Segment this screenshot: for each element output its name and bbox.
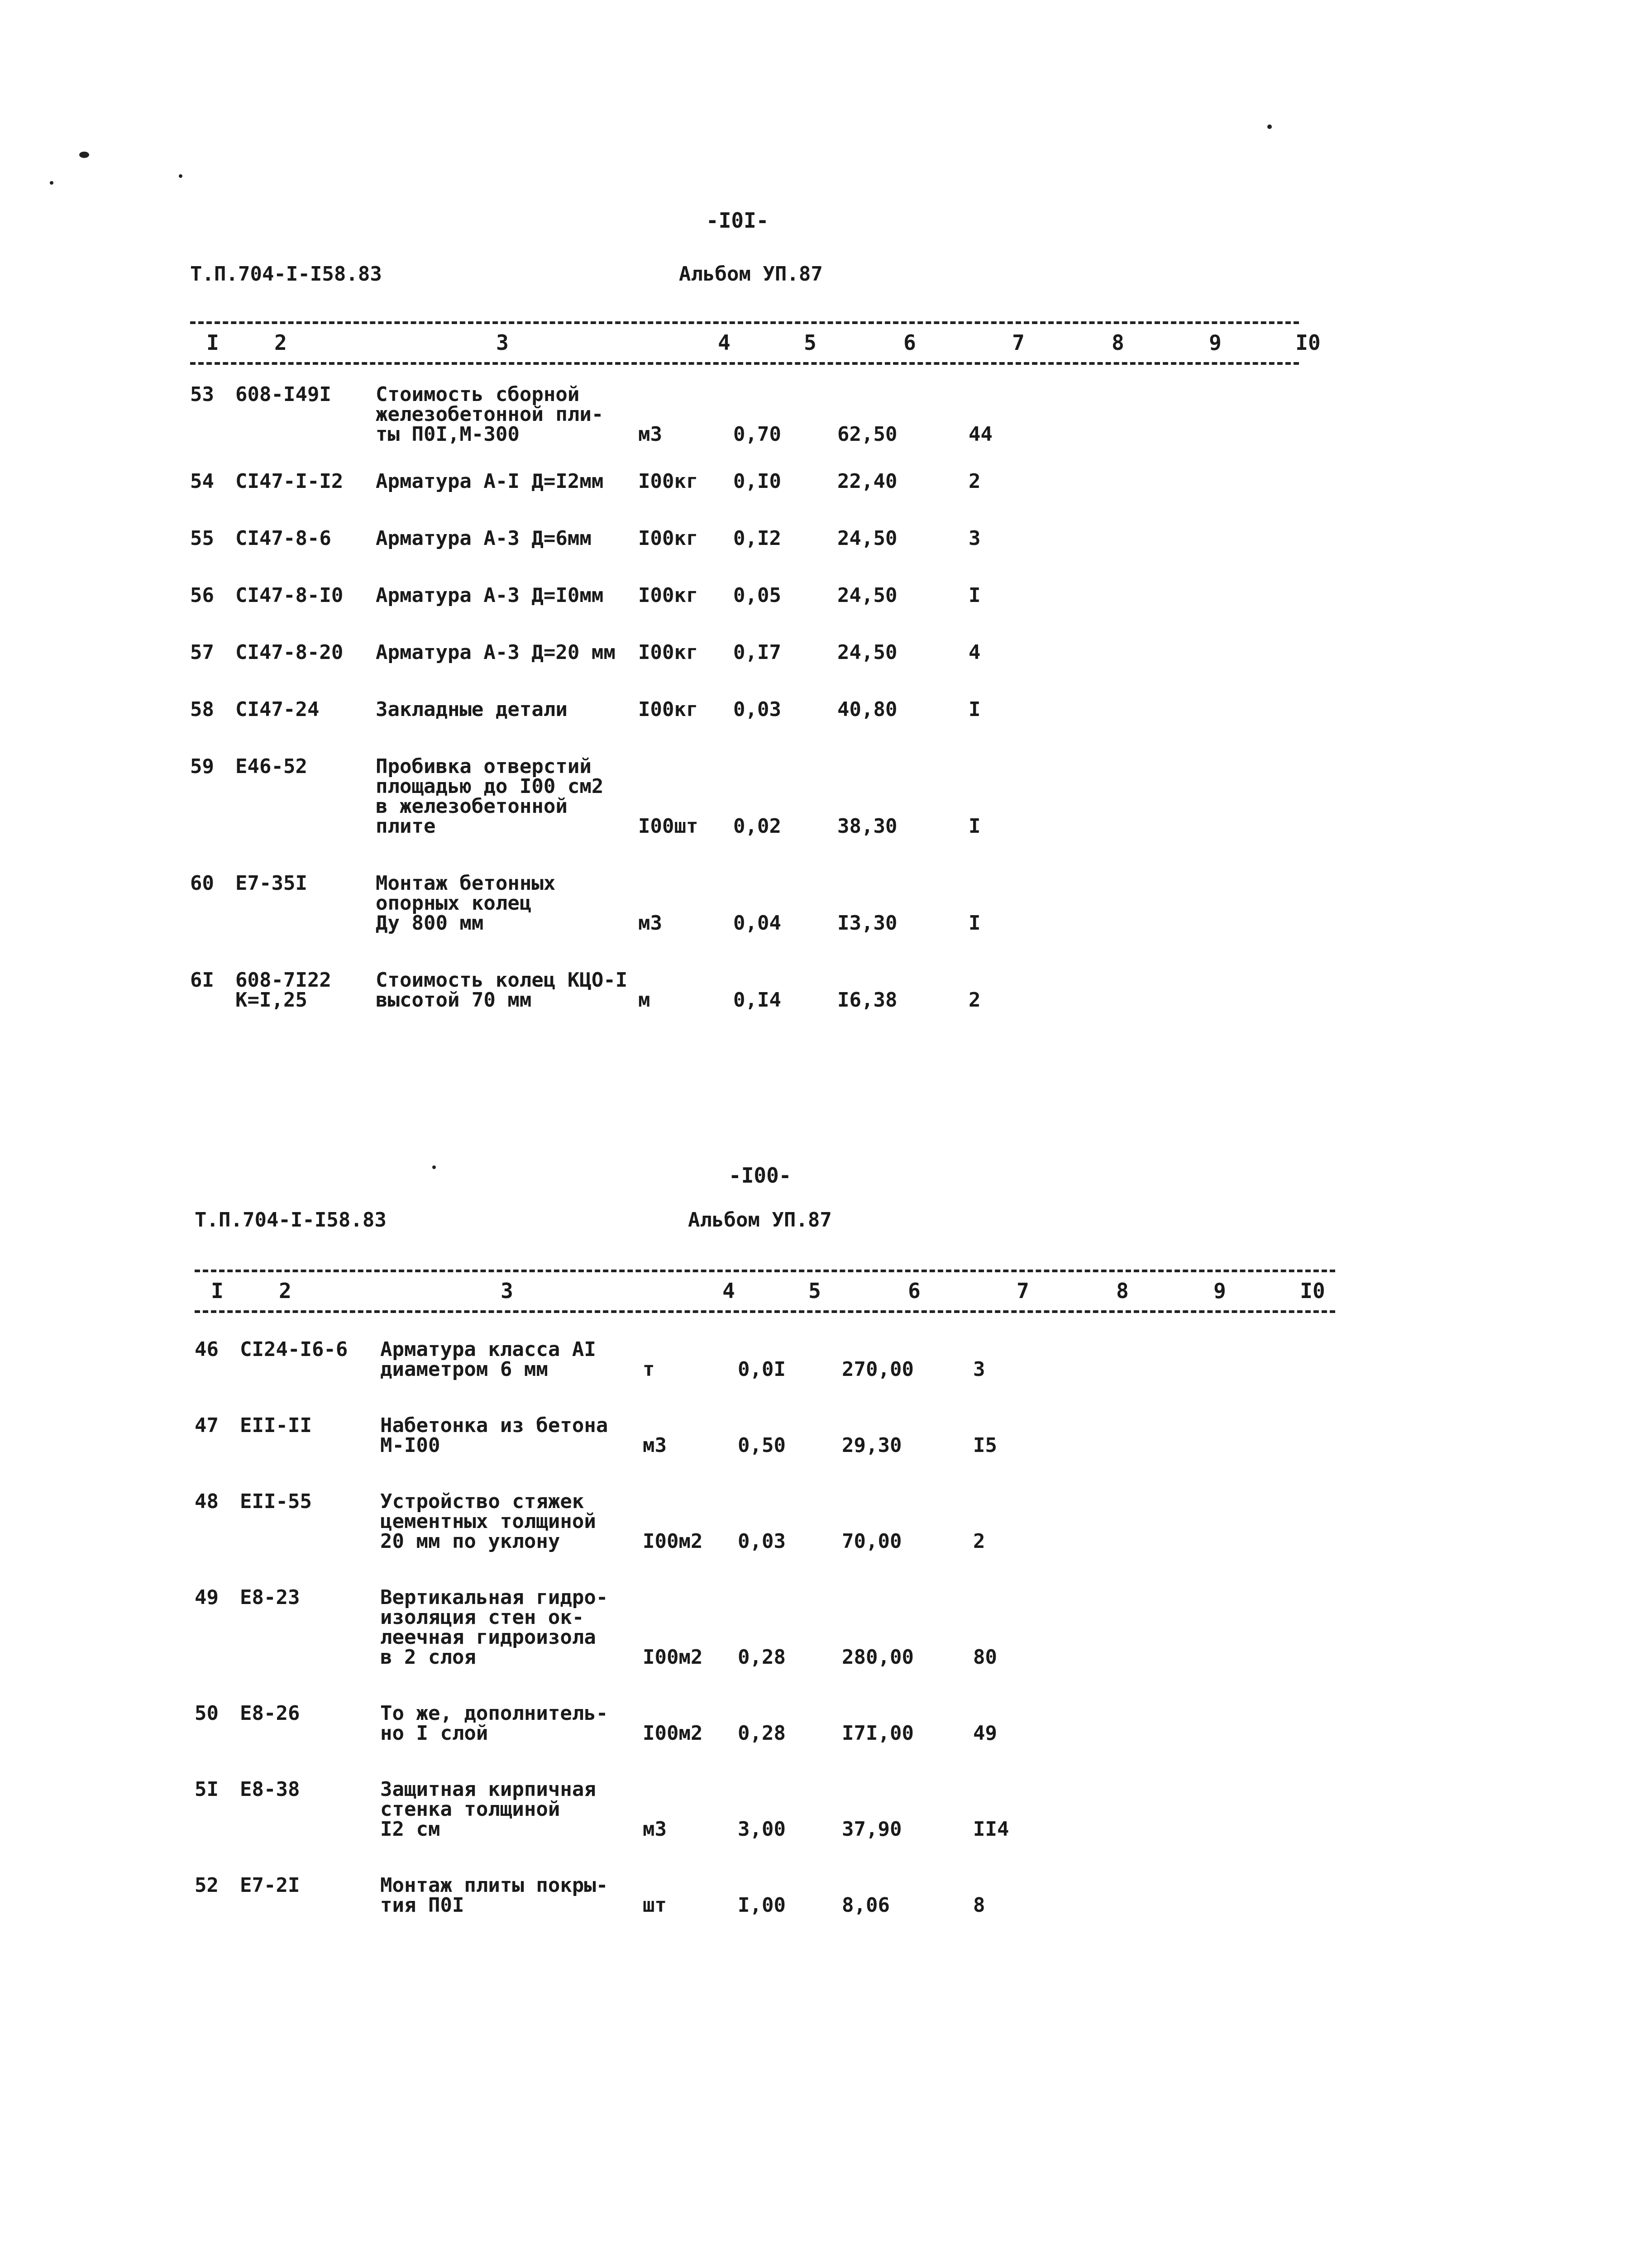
table-row: 46 СI24-I6-6 Арматура класса АI диаметром 6 мм т 0,0I 270,00 3 <box>195 1338 985 1381</box>
table-row: 59 Е46-52 Пробивка отверстий площадью до I00 см2 в железобетонной плите I00шт 0,02 38,30 I <box>190 755 981 838</box>
estimate-rows <box>190 385 1059 1010</box>
scan-speck <box>179 174 182 178</box>
col-9: 9 <box>1209 330 1222 355</box>
col-2: 2 <box>279 1279 291 1303</box>
estimate-rows <box>195 1340 1064 1915</box>
header-divider-bottom <box>190 362 1299 365</box>
table-row: 56 СI47-8-I0 Арматура А-3 Д=I0мм I00кг 0,05 24,50 I <box>190 584 981 607</box>
table-row: 6I 608-7I22 К=I,25 Стоимость колец КЦО-I высотой 70 мм м 0,I4 I6,38 2 <box>190 969 981 1012</box>
table-row: 54 СI47-I-I2 Арматура А-I Д=I2мм I00кг 0,I0 22,40 2 <box>190 470 981 493</box>
header-divider-bottom <box>195 1310 1335 1313</box>
column-header <box>195 1279 1358 1303</box>
col-10: I0 <box>1300 1279 1325 1303</box>
col-6: 6 <box>908 1279 921 1303</box>
col-1: I <box>206 330 219 355</box>
col-5: 5 <box>808 1279 821 1303</box>
col-7: 7 <box>1017 1279 1029 1303</box>
document-code: Т.П.704-I-I58.83 <box>190 263 382 286</box>
table-row: 5I Е8-38 Защитная кирпичная стенка толщиной I2 см м3 3,00 37,90 II4 <box>195 1778 1009 1841</box>
table-row: 57 СI47-8-20 Арматура А-3 Д=20 мм I00кг 0,I7 24,50 4 <box>190 641 981 664</box>
table-row: 50 Е8-26 То же, дополнитель- но I слой I00м2 0,28 I7I,00 49 <box>195 1702 997 1745</box>
col-4: 4 <box>722 1279 735 1303</box>
col-9: 9 <box>1213 1279 1226 1303</box>
col-8: 8 <box>1112 330 1124 355</box>
album-title: Альбом УП.87 <box>688 1208 832 1232</box>
table-row: 47 ЕII-II Набетонка из бетона М-I00 м3 0,50 29,30 I5 <box>195 1414 997 1457</box>
col-3: 3 <box>501 1279 513 1303</box>
header-divider-top <box>195 1270 1335 1272</box>
document-code: Т.П.704-I-I58.83 <box>195 1208 387 1232</box>
header-divider-top <box>190 321 1299 324</box>
page-number: -I00- <box>729 1163 792 1188</box>
table-row: 55 СI47-8-6 Арматура А-3 Д=6мм I00кг 0,I2 24,50 3 <box>190 527 981 550</box>
scan-speck <box>1267 124 1272 129</box>
col-4: 4 <box>718 330 731 355</box>
col-5: 5 <box>804 330 816 355</box>
table-row: 60 Е7-35I Монтаж бетонных опорных колец Ду 800 мм м3 0,04 I3,30 I <box>190 872 981 935</box>
album-title: Альбом УП.87 <box>679 263 823 286</box>
table-row: 52 Е7-2I Монтаж плиты покры- тия П0I шт I,00 8,06 8 <box>195 1874 985 1917</box>
col-1: I <box>211 1279 224 1303</box>
col-8: 8 <box>1116 1279 1129 1303</box>
col-3: 3 <box>496 330 509 355</box>
table-row: 48 ЕII-55 Устройство стяжек цементных толщиной 20 мм по уклону I00м2 0,03 70,00 2 <box>195 1490 985 1553</box>
scan-speck <box>79 152 89 158</box>
scan-speck <box>432 1165 436 1169</box>
col-10: I0 <box>1295 330 1321 355</box>
table-row: 58 СI47-24 Закладные детали I00кг 0,03 40,80 I <box>190 698 981 721</box>
page-number: -I0I- <box>706 208 769 233</box>
col-2: 2 <box>274 330 287 355</box>
scan-speck <box>50 181 53 185</box>
table-row: 53 608-I49I Стоимость сборной железобетонной пли- ты П0I,М-300 м3 0,70 62,50 44 <box>190 383 993 446</box>
col-7: 7 <box>1012 330 1025 355</box>
column-header <box>190 330 1353 355</box>
col-6: 6 <box>903 330 916 355</box>
table-row: 49 Е8-23 Вертикальная гидро- изоляция стен ок- леечная гидроизола в 2 слоя I00м2 0,28 280,00 80 <box>195 1586 997 1669</box>
